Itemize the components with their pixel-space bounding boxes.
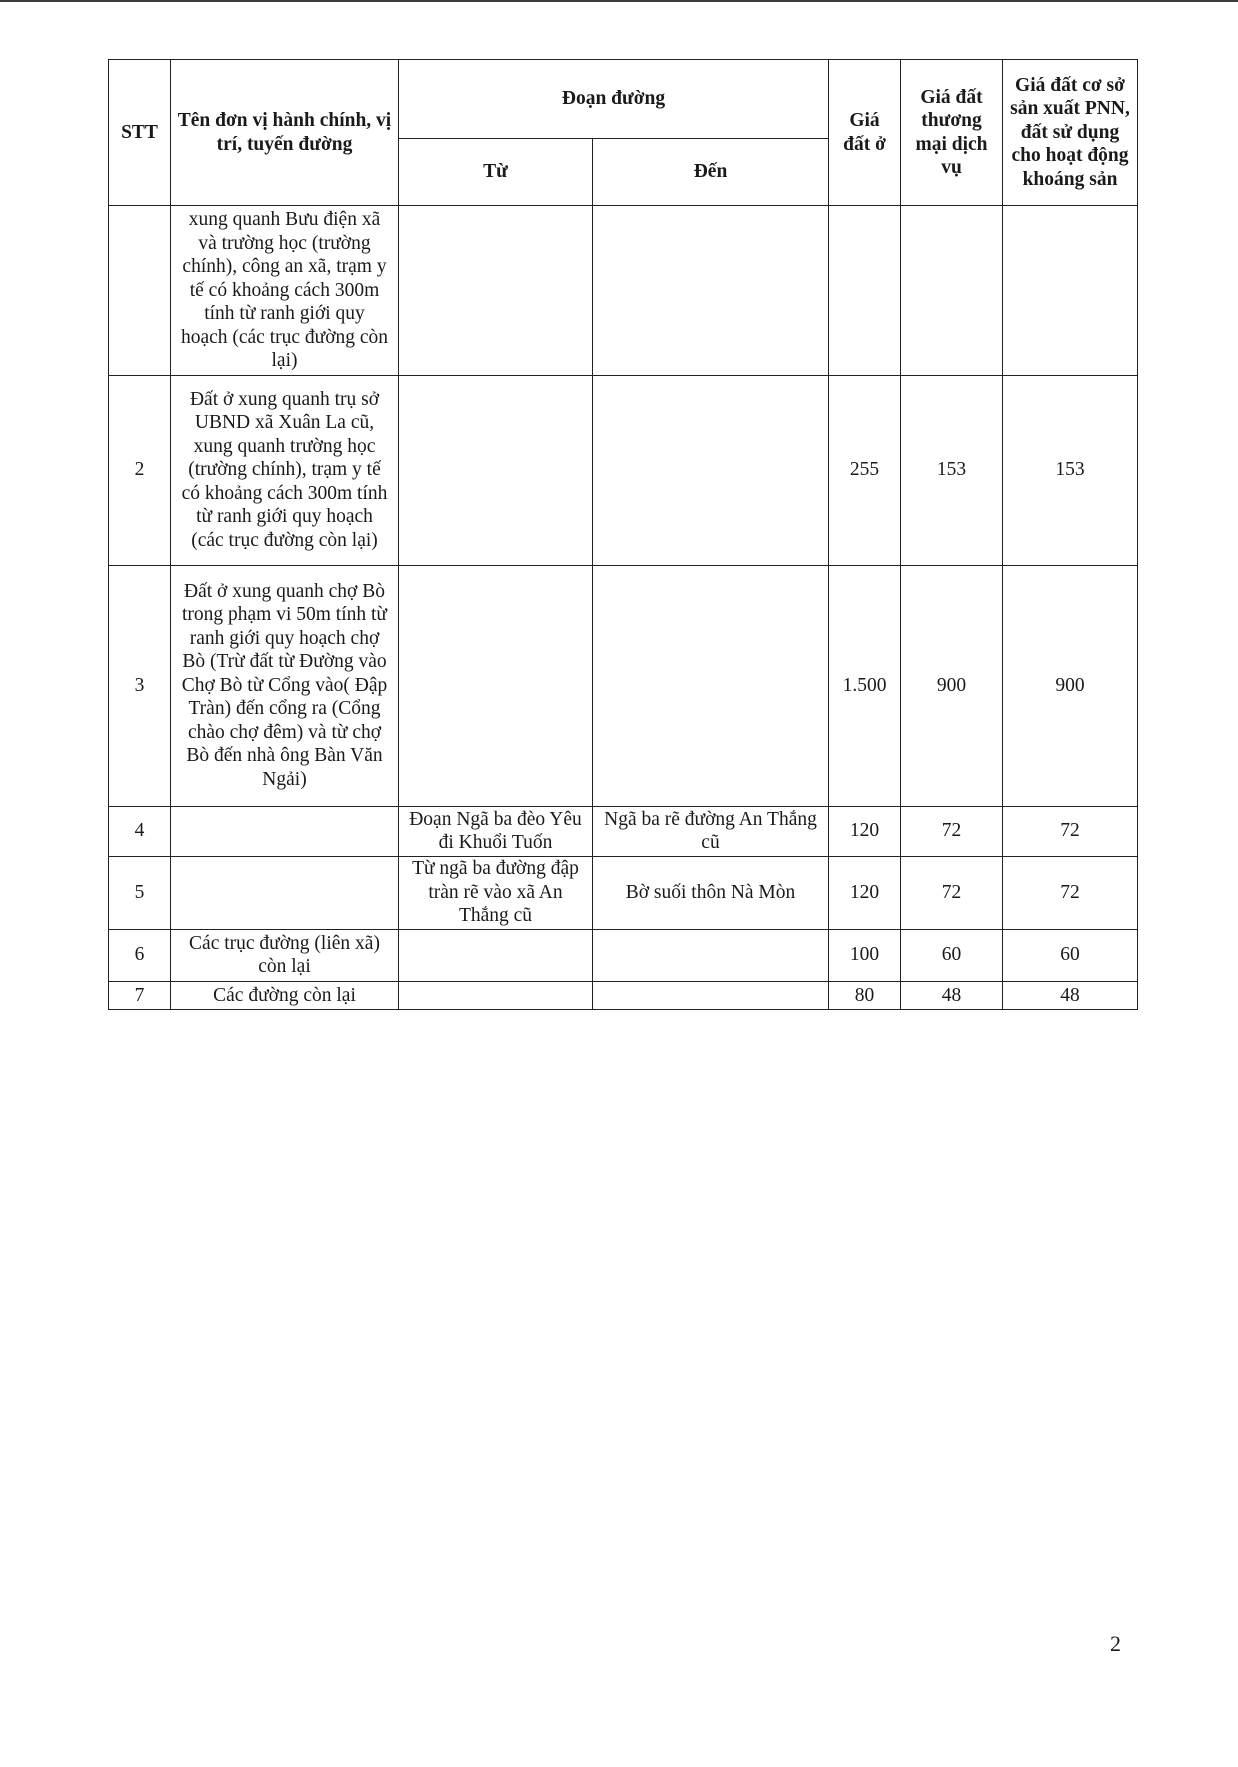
cell-production-price: [1003, 206, 1138, 376]
cell-name: [171, 856, 399, 929]
cell-from: Từ ngã ba đường đập tràn rẽ vào xã An Thắng cũ: [399, 856, 593, 929]
cell-stt: 6: [109, 929, 171, 981]
cell-name: Đất ở xung quanh chợ Bò trong phạm vi 50m tính từ ranh giới quy hoạch chợ Bò (Trừ đất từ Đường vào Chợ Bò từ Cổng vào( Đập Tràn) đến cổng ra (Cổng chào chợ đêm) và từ chợ Bò đến nhà ông Bàn Văn Ngải): [171, 565, 399, 806]
header-to: Đến: [593, 139, 829, 206]
cell-stt: 7: [109, 981, 171, 1010]
cell-name: xung quanh Bưu điện xã và trường học (trường chính), công an xã, trạm y tế có khoảng cách 300m tính từ ranh giới quy hoạch (các trục đường còn lại): [171, 206, 399, 376]
table-row: [109, 375, 1138, 565]
cell-residential-price: 120: [829, 806, 901, 856]
cell-from: Đoạn Ngã ba đèo Yêu đi Khuổi Tuốn: [399, 806, 593, 856]
header-segment: Đoạn đường: [399, 60, 829, 139]
cell-name: Các trục đường (liên xã) còn lại: [171, 929, 399, 981]
cell-commercial-price: 153: [901, 375, 1003, 565]
cell-production-price: 72: [1003, 806, 1138, 856]
cell-stt: [109, 206, 171, 376]
cell-residential-price: 100: [829, 929, 901, 981]
cell-production-price: 72: [1003, 856, 1138, 929]
header-residential-price: Giá đất ở: [829, 60, 901, 206]
cell-residential-price: [829, 206, 901, 376]
cell-production-price: 900: [1003, 565, 1138, 806]
cell-commercial-price: 48: [901, 981, 1003, 1010]
cell-stt: 5: [109, 856, 171, 929]
header-production-price: Giá đất cơ sở sản xuất PNN, đất sử dụng cho hoạt động khoáng sản: [1003, 60, 1138, 206]
cell-from: [399, 206, 593, 376]
cell-from: [399, 981, 593, 1010]
cell-stt: 3: [109, 565, 171, 806]
cell-name: Các đường còn lại: [171, 981, 399, 1010]
header-commercial-price: Giá đất thương mại dịch vụ: [901, 60, 1003, 206]
cell-production-price: 153: [1003, 375, 1138, 565]
cell-to: [593, 565, 829, 806]
header-stt: STT: [109, 60, 171, 206]
header-name: Tên đơn vị hành chính, vị trí, tuyến đường: [171, 60, 399, 206]
cell-to: [593, 375, 829, 565]
top-border-line: [0, 0, 1238, 2]
table-row: [109, 206, 1138, 376]
table-row: [109, 806, 1138, 856]
table-row: [109, 856, 1138, 929]
cell-commercial-price: [901, 206, 1003, 376]
cell-residential-price: 120: [829, 856, 901, 929]
cell-to: Bờ suối thôn Nà Mòn: [593, 856, 829, 929]
cell-commercial-price: 72: [901, 856, 1003, 929]
land-price-table: [108, 59, 1138, 1010]
cell-stt: 2: [109, 375, 171, 565]
header-from: Từ: [399, 139, 593, 206]
table-row: [109, 929, 1138, 981]
cell-to: [593, 206, 829, 376]
cell-from: [399, 929, 593, 981]
cell-name: [171, 806, 399, 856]
cell-from: [399, 375, 593, 565]
cell-residential-price: 1.500: [829, 565, 901, 806]
cell-to: Ngã ba rẽ đường An Thắng cũ: [593, 806, 829, 856]
cell-stt: 4: [109, 806, 171, 856]
cell-name: Đất ở xung quanh trụ sở UBND xã Xuân La cũ, xung quanh trường học (trường chính), trạm y tế có khoảng cách 300m tính từ ranh giới quy hoạch (các trục đường còn lại): [171, 375, 399, 565]
cell-commercial-price: 72: [901, 806, 1003, 856]
cell-commercial-price: 60: [901, 929, 1003, 981]
table-row: [109, 981, 1138, 1010]
cell-production-price: 48: [1003, 981, 1138, 1010]
page-number: 2: [1110, 1631, 1121, 1656]
table-row: [109, 565, 1138, 806]
cell-residential-price: 80: [829, 981, 901, 1010]
cell-production-price: 60: [1003, 929, 1138, 981]
cell-to: [593, 929, 829, 981]
cell-commercial-price: 900: [901, 565, 1003, 806]
cell-to: [593, 981, 829, 1010]
cell-from: [399, 565, 593, 806]
cell-residential-price: 255: [829, 375, 901, 565]
